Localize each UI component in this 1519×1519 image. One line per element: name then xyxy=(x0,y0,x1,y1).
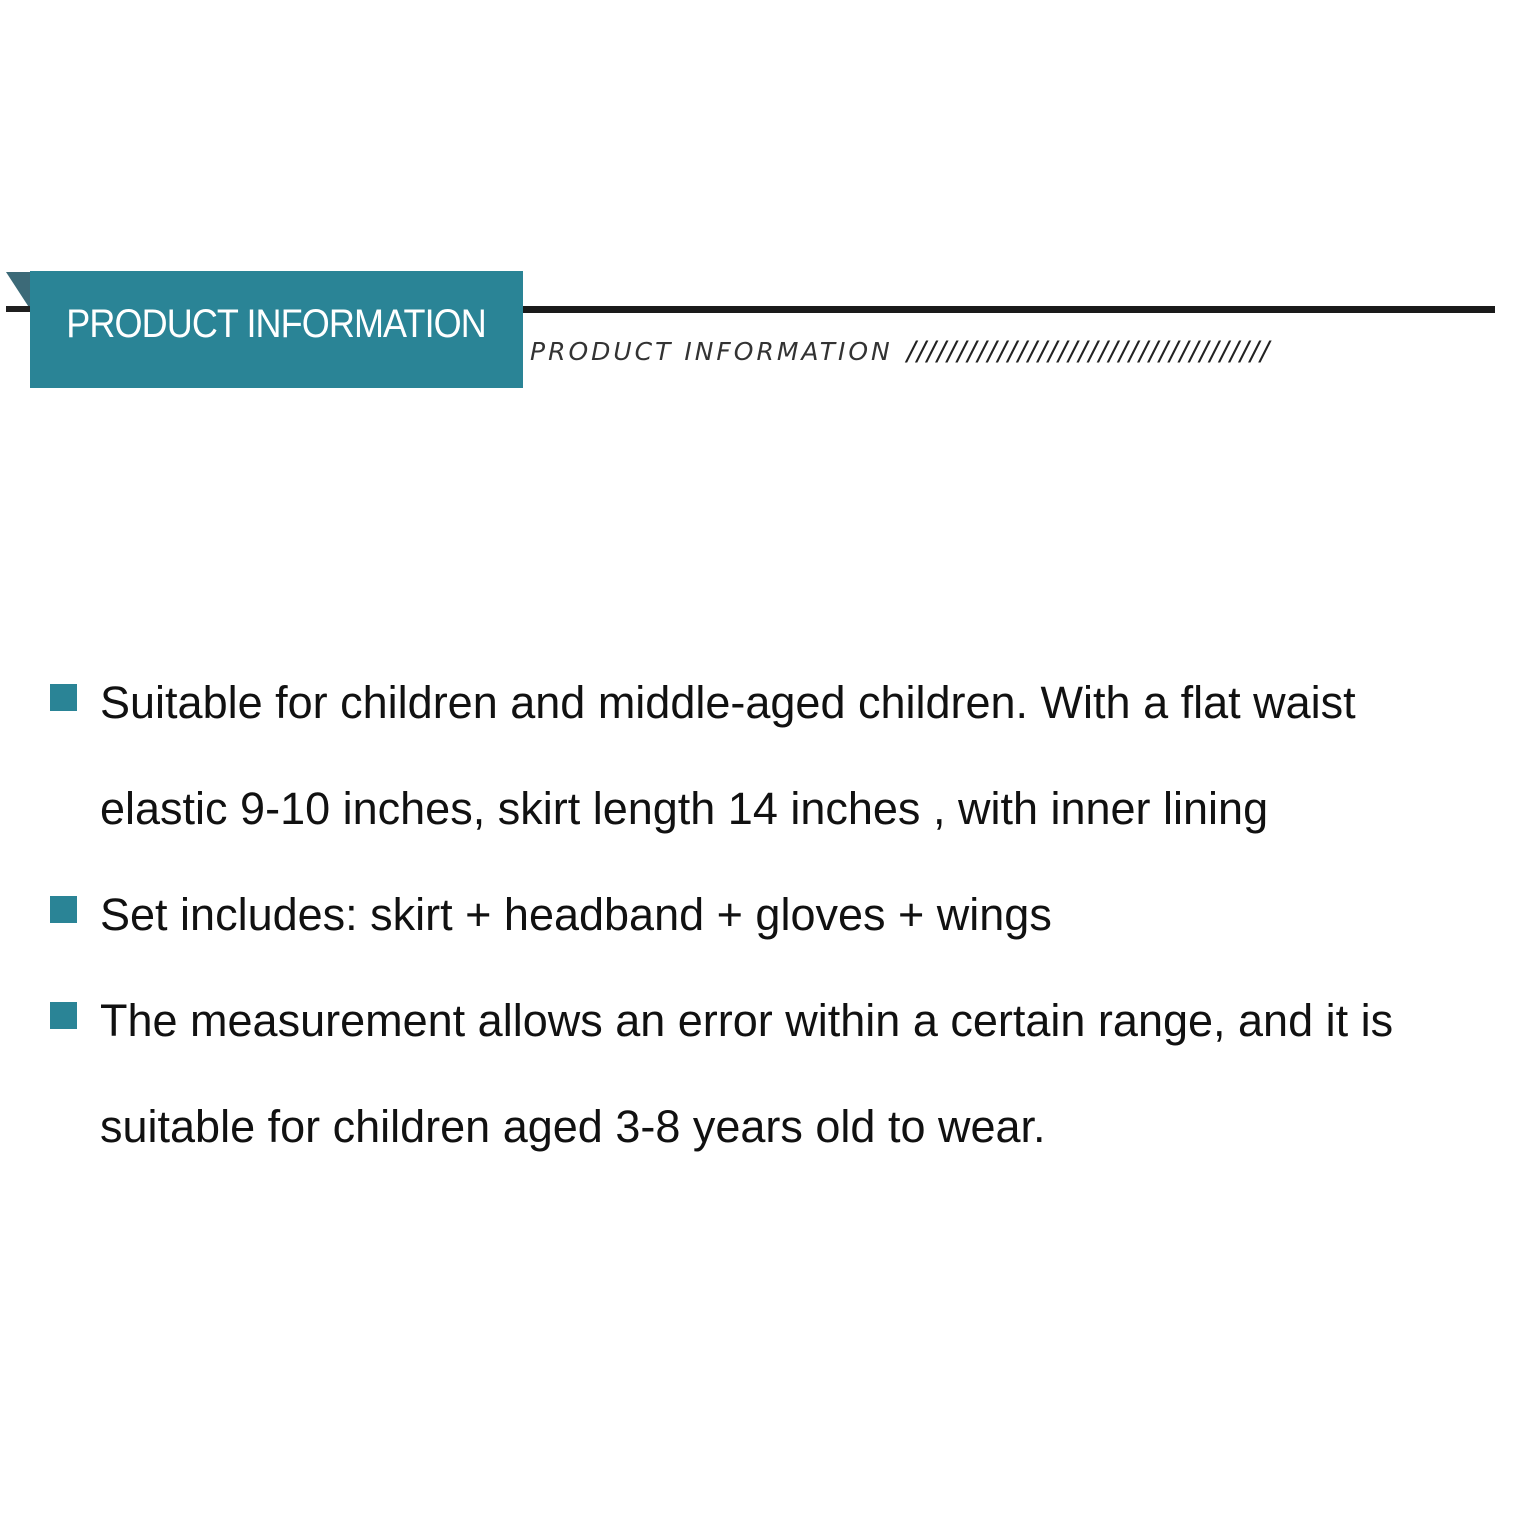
subtitle-strip xyxy=(530,334,1494,368)
header-fold-shadow xyxy=(6,306,32,312)
list-item xyxy=(50,862,1490,968)
section-header xyxy=(0,0,1519,420)
square-bullet-icon xyxy=(50,1002,77,1029)
title-banner xyxy=(30,271,523,388)
decorative-slashes: //////////////////////////////////// xyxy=(906,335,1271,367)
list-item-text: The measurement allows an error within a certain range, and it is suitable for children aged 3-8 years old to wear. xyxy=(100,995,1394,1152)
list-item-text: Set includes: skirt + headband + gloves + wings xyxy=(100,889,1052,940)
header-divider-line xyxy=(520,306,1495,313)
page-title: PRODUCT INFORMATION xyxy=(66,302,487,346)
square-bullet-icon xyxy=(50,896,77,923)
list-item xyxy=(50,650,1490,862)
list-item-text: Suitable for children and middle-aged children. With a flat waist elastic 9-10 inches, skirt length 14 inches , with inner lining xyxy=(100,677,1356,834)
list-item xyxy=(50,968,1490,1180)
product-info-list xyxy=(50,650,1490,1180)
square-bullet-icon xyxy=(50,684,77,711)
subtitle-text: PRODUCT INFORMATION xyxy=(530,336,893,366)
